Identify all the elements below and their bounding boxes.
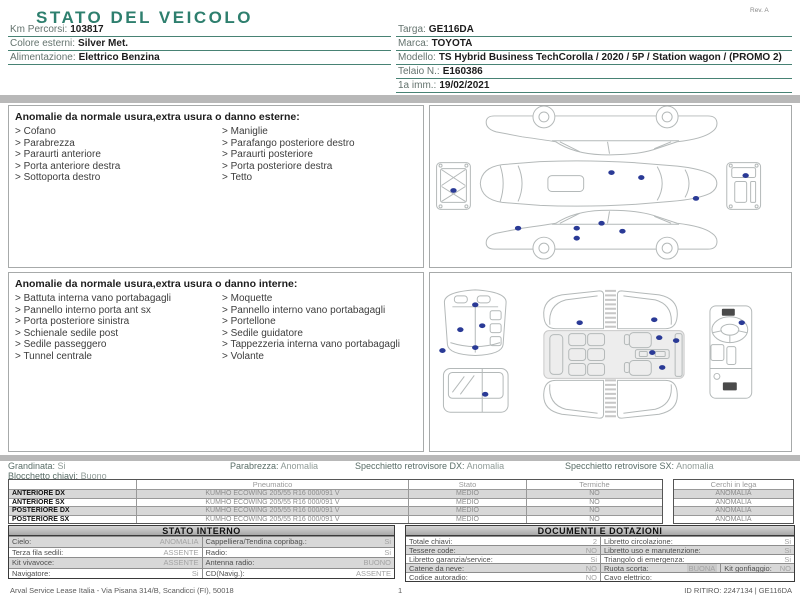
anomaly-item: > Paraurti posteriore <box>222 149 313 160</box>
tyre-table-header <box>9 480 662 489</box>
exterior-diagram-panel <box>429 105 792 268</box>
anomaly-item: > Tappezzeria interna vano portabagagli <box>222 339 400 350</box>
anomaly-item: > Sedile guidatore <box>222 327 303 339</box>
stato-interno-table <box>8 525 395 579</box>
damage-dot <box>659 365 665 370</box>
dashboard-view <box>710 306 752 398</box>
table-row <box>406 563 794 572</box>
kv-telaio <box>396 65 792 79</box>
table-row <box>9 568 394 579</box>
kv-value: E160386 <box>442 66 483 77</box>
anomaly-column <box>9 126 216 184</box>
kv-modello <box>396 51 792 65</box>
damage-dot <box>472 345 478 350</box>
summary-value: Si <box>57 461 66 471</box>
interior-anomalies-title: Anomalie da normale usura,extra usura o danno interne: <box>15 278 298 290</box>
documenti-dotazioni-table <box>405 525 795 582</box>
exterior-car-diagram <box>430 106 791 267</box>
cell-label: Kit vivavoce: <box>12 558 55 567</box>
summary-row <box>0 460 800 479</box>
summary-grandinata <box>8 461 66 471</box>
cell-label: CD(Navig.): <box>205 568 245 578</box>
table-cell <box>202 548 395 558</box>
damage-dot <box>598 221 604 226</box>
damage-dot <box>479 323 485 328</box>
kv-alimentazione <box>8 51 391 65</box>
anomaly-item: > Parafango posteriore destro <box>222 137 355 149</box>
damage-dot <box>649 350 655 355</box>
summary-value: Anomalia <box>466 461 505 471</box>
tyre-row <box>9 489 662 498</box>
summary-value: Anomalia <box>280 461 319 471</box>
cell-label: Kit gonfiaggio: <box>724 564 772 572</box>
table-row <box>9 536 394 547</box>
tyre-header-empty <box>9 480 137 489</box>
cell-value: Si <box>784 546 791 554</box>
separator-bar <box>0 95 800 103</box>
kv-value: 103817 <box>70 24 104 35</box>
anomaly-item: > Porta posteriore sinistra <box>15 316 130 327</box>
cell-label: Cavo elettrico: <box>604 573 652 581</box>
anomaly-item: > Tetto <box>222 172 253 183</box>
damage-dot <box>576 320 582 325</box>
table-cell <box>600 537 794 545</box>
kv-label: 1a imm.: <box>398 80 437 91</box>
table-cell <box>600 573 794 581</box>
cell-value: ASSENTE <box>163 558 199 567</box>
damage-dot <box>619 229 625 234</box>
damage-dot <box>574 236 580 241</box>
kv-label: Modello: <box>398 52 436 63</box>
tyre-position: POSTERIORE DX <box>9 506 137 515</box>
cell-label: Libretto uso e manutenzione: <box>604 546 701 554</box>
exterior-anomalies-title: Anomalie da normale usura,extra usura o danno esterne: <box>15 111 300 123</box>
table-cell <box>406 537 600 545</box>
summary-specchietto-dx <box>355 461 504 471</box>
tyre-header-stato: Stato <box>409 480 527 489</box>
anomaly-item: > Portellone <box>222 316 276 327</box>
table-cell <box>9 537 202 547</box>
damage-dot <box>608 170 614 175</box>
kv-prima-imm <box>396 79 792 93</box>
kv-value: Silver Met. <box>78 38 129 49</box>
stato-interno-title: STATO INTERNO <box>9 526 394 536</box>
anomaly-item: > Porta posteriore destra <box>222 160 333 172</box>
cell-label: Libretto garanzia/service: <box>409 555 493 563</box>
kv-value: TOYOTA <box>431 38 473 49</box>
footer-page-number: 1 <box>398 586 403 595</box>
tyre-model: KUMHO ECOWING 205/55 R16 000/091 V <box>137 506 409 515</box>
table-cell <box>202 558 395 568</box>
front-view <box>437 163 471 210</box>
table-cell <box>406 573 600 581</box>
anomaly-column <box>216 293 423 362</box>
tyre-stato: MEDIO <box>409 515 527 524</box>
wheels-header: Cerchi in lega <box>710 480 757 489</box>
kv-label: Targa: <box>398 24 426 35</box>
kv-label: Telaio N.: <box>398 66 440 77</box>
summary-label: Parabrezza: <box>230 461 279 471</box>
cell-label: Catene da neve: <box>409 564 465 572</box>
kv-value: TS Hybrid Business TechCorolla / 2020 / 5P / Station wagon / (PROMO 2) <box>438 52 782 63</box>
rear-hatch-view <box>443 368 508 412</box>
cell-value: Si <box>191 568 199 578</box>
cell-value: Si <box>784 537 791 545</box>
kv-targa <box>396 23 792 37</box>
cell-value: 2 <box>592 537 597 545</box>
tyre-stato: MEDIO <box>409 506 527 515</box>
tyre-stato: MEDIO <box>409 489 527 498</box>
wheel-cell: ANOMALIA <box>674 515 793 524</box>
damage-dot <box>742 173 748 178</box>
kv-colore <box>8 37 391 51</box>
table-cell <box>406 546 600 554</box>
cell-value: NO <box>585 564 597 572</box>
page-title: STATO DEL VEICOLO <box>36 8 253 27</box>
tyre-header-pneumatico: Pneumatico <box>137 480 409 489</box>
table-cell <box>406 564 600 572</box>
anomaly-item: > Volante <box>222 350 264 362</box>
tyre-termiche: NO <box>527 498 662 507</box>
damage-dot <box>651 317 657 322</box>
anomaly-item: > Battuta interna vano portabagagli <box>15 293 171 304</box>
kv-value: GE116DA <box>428 24 474 35</box>
table-cell <box>600 555 794 563</box>
cell-value: Si <box>384 537 391 546</box>
damage-dot <box>482 392 488 397</box>
kv-label: Km Percorsi: <box>10 24 68 35</box>
table-cell <box>9 548 202 558</box>
tyre-termiche: NO <box>527 515 662 524</box>
wheel-cell: ANOMALIA <box>674 489 793 498</box>
anomaly-item: > Schienale sedile post <box>15 327 119 339</box>
damage-dot <box>450 188 456 193</box>
damage-dot <box>439 348 445 353</box>
tyre-position: ANTERIORE SX <box>9 498 137 507</box>
anomaly-item: > Pannello interno vano portabagagli <box>222 304 386 316</box>
alloy-wheels-table <box>673 479 794 524</box>
kv-label: Alimentazione: <box>10 52 76 63</box>
interior-diagram-panel <box>429 272 792 452</box>
cell-label: Cielo: <box>12 537 32 546</box>
anomaly-column <box>216 126 423 184</box>
interior-anomalies-panel <box>8 272 424 452</box>
damage-dot <box>693 196 699 201</box>
cell-label: Tessere code: <box>409 546 456 554</box>
cell-value: NO <box>779 564 791 572</box>
damage-dot <box>472 302 478 307</box>
table-cell <box>9 569 202 579</box>
table-row <box>406 572 794 581</box>
cell-label: Antenna radio: <box>205 558 255 567</box>
cell-label: Terza fila sedili: <box>12 547 64 557</box>
kv-value: 19/02/2021 <box>439 80 490 91</box>
anomaly-item: > Parabrezza <box>15 137 75 149</box>
damage-dot <box>673 338 679 343</box>
cell-value: Si <box>784 555 791 563</box>
exterior-anomalies-panel <box>8 105 424 268</box>
anomaly-item: > Maniglie <box>222 126 268 137</box>
tyre-position: ANTERIORE DX <box>9 489 137 498</box>
interior-car-diagram <box>430 273 791 451</box>
table-cell <box>202 537 395 547</box>
summary-label: Blocchetto chiavi: <box>8 470 79 481</box>
side-view-top <box>486 106 717 155</box>
footer-ritiro-id: ID RITIRO: 2247134 | GE116DA <box>684 586 792 595</box>
footer-company: Arval Service Lease Italia - Via Pisana 314/B, Scandicci (FI), 50018 <box>10 586 234 595</box>
cell-value: NO <box>585 573 597 581</box>
table-cell <box>720 564 794 572</box>
tyre-position: POSTERIORE SX <box>9 515 137 524</box>
anomaly-item: > Paraurti anteriore <box>15 149 101 160</box>
summary-value: Anomalia <box>676 461 714 471</box>
damage-dot <box>656 335 662 340</box>
table-cell <box>202 569 395 579</box>
cell-label: Codice autoradio: <box>409 573 468 581</box>
table-cell <box>406 555 600 563</box>
cell-value: BUONA <box>688 564 716 572</box>
cell-value: Si <box>384 547 391 557</box>
kv-label: Colore esterni: <box>10 38 76 49</box>
cell-label: Ruota scorta: <box>604 564 649 572</box>
tyre-row <box>9 515 662 524</box>
vehicle-info-right <box>396 23 792 93</box>
tyre-model: KUMHO ECOWING 205/55 R16 000/091 V <box>137 498 409 507</box>
cell-label: Libretto circolazione: <box>604 537 673 545</box>
tyre-stato: MEDIO <box>409 498 527 507</box>
tyre-termiche: NO <box>527 489 662 498</box>
tyre-row <box>9 506 662 515</box>
cell-value: BUONO <box>363 558 391 567</box>
anomaly-column <box>9 293 216 362</box>
anomaly-item: > Porta anteriore destra <box>15 160 121 172</box>
table-cell <box>9 558 202 568</box>
tyre-model: KUMHO ECOWING 205/55 R16 000/091 V <box>137 489 409 498</box>
damage-dot <box>739 320 745 325</box>
exterior-anomalies-list <box>9 126 423 184</box>
anomaly-item: > Sedile passeggero <box>15 339 107 350</box>
kv-marca <box>396 37 792 51</box>
plan-view <box>480 161 717 206</box>
cell-label: Totale chiavi: <box>409 537 453 545</box>
anomaly-item: > Moquette <box>222 293 273 304</box>
table-row <box>406 545 794 554</box>
summary-parabrezza <box>230 461 318 471</box>
table-row <box>406 536 794 545</box>
summary-label: Specchietto retrovisore SX: <box>565 461 675 471</box>
tyre-model: KUMHO ECOWING 205/55 R16 000/091 V <box>137 515 409 524</box>
side-view-bottom <box>486 210 717 259</box>
cell-value: Si <box>590 555 597 563</box>
kv-label: Marca: <box>398 38 429 49</box>
tyre-table <box>8 479 663 524</box>
anomaly-item: > Cofano <box>15 126 56 137</box>
rear-view <box>727 163 761 210</box>
vehicle-info-left <box>8 23 391 65</box>
summary-value: Buono <box>80 470 107 481</box>
revision-label: Rev. A <box>750 7 769 14</box>
wheel-cell: ANOMALIA <box>674 498 793 507</box>
cell-value: ANOMALIA <box>159 537 199 546</box>
cell-value: ASSENTE <box>355 568 391 578</box>
damage-dot <box>574 226 580 231</box>
cell-value: ASSENTE <box>163 547 199 557</box>
table-row <box>9 557 394 568</box>
damage-dot <box>638 175 644 180</box>
cell-value: NO <box>585 546 597 554</box>
anomaly-item: > Tunnel centrale <box>15 350 92 362</box>
anomaly-item: > Pannello interno porta ant sx <box>15 304 151 316</box>
kv-km <box>8 23 391 37</box>
cell-label: Navigatore: <box>12 568 51 578</box>
cell-label: Cappelliera/Tendina copribag.: <box>205 537 307 546</box>
summary-label: Grandinata: <box>8 461 56 471</box>
tyre-row <box>9 498 662 507</box>
damage-dot <box>515 226 521 231</box>
tyre-termiche: NO <box>527 506 662 515</box>
exterior-damage-dots <box>450 170 749 240</box>
summary-label: Specchietto retrovisore DX: <box>355 461 465 471</box>
table-row <box>406 554 794 563</box>
table-cell <box>600 564 720 572</box>
anomaly-item: > Sottoporta destro <box>15 172 101 183</box>
table-cell <box>600 546 794 554</box>
kv-value: Elettrico Benzina <box>78 52 160 63</box>
damage-dot <box>457 327 463 332</box>
tyre-header-termiche: Termiche <box>579 480 610 489</box>
cell-label: Radio: <box>205 547 228 557</box>
documenti-title: DOCUMENTI E DOTAZIONI <box>406 526 794 536</box>
interior-anomalies-list <box>9 293 423 362</box>
wheel-cell: ANOMALIA <box>674 506 793 515</box>
cabin-floor-view <box>544 290 684 419</box>
table-row <box>9 547 394 558</box>
summary-specchietto-sx <box>565 461 714 471</box>
cell-label: Triangolo di emergenza: <box>604 555 685 563</box>
